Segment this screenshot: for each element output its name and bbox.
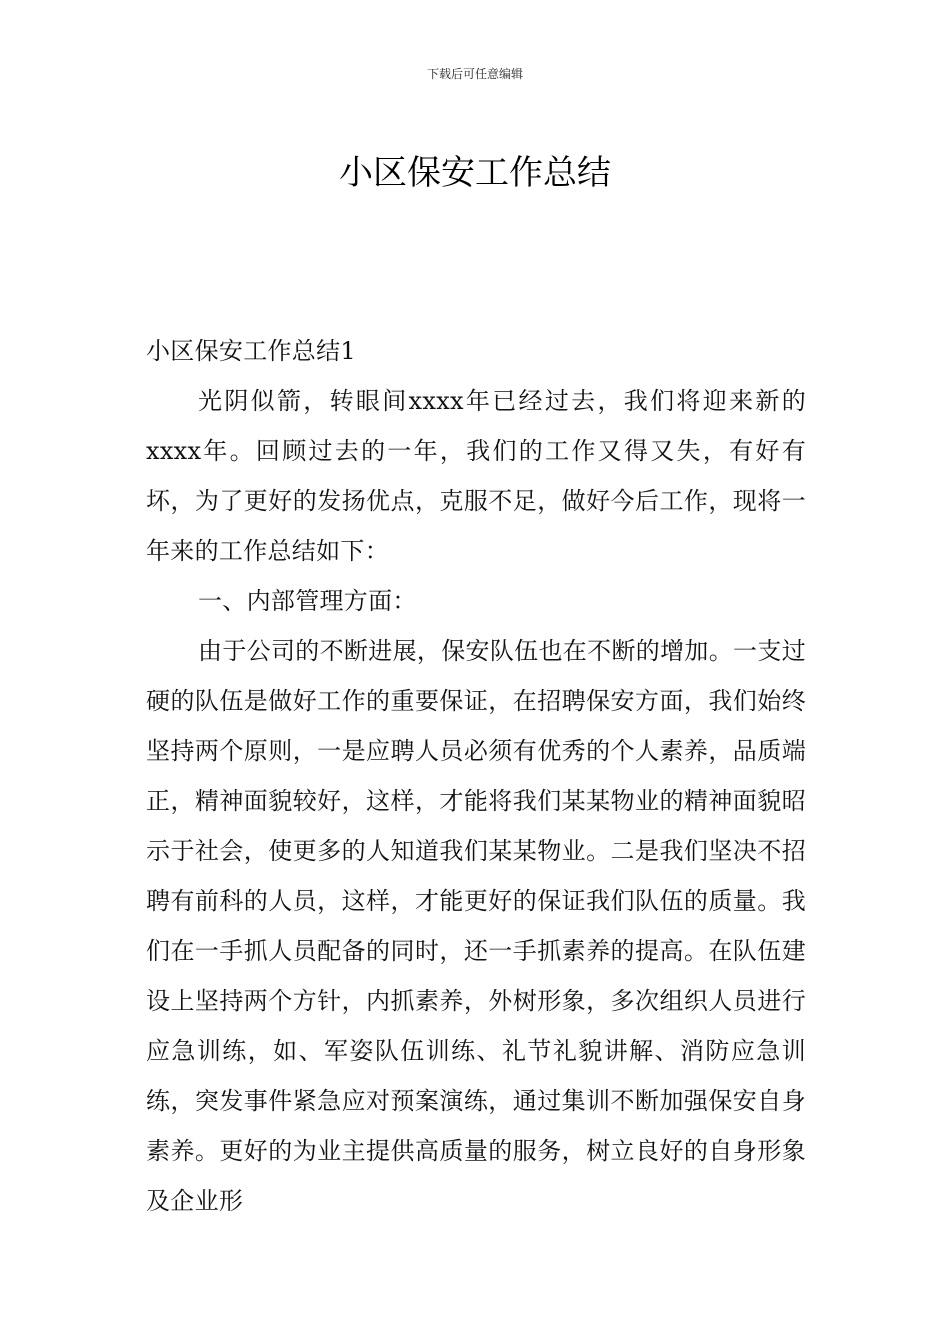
document-body (146, 326, 806, 1226)
paragraph-intro: 光阴似箭，转眼间xxxx年已经过去，我们将迎来新的xxxx年。回顾过去的一年，我们的工作又得又失，有好有坏，为了更好的发扬优点，克服不足，做好今后工作，现将一年来的工作总结如下： (146, 387, 806, 565)
paragraph-internal-management: 由于公司的不断进展，保安队伍也在不断的增加。一支过硬的队伍是做好工作的重要保证，在招聘保安方面，我们始终坚持两个原则，一是应聘人员必须有优秀的个人素养，品质端正，精神面貌较好，这样，才能将我们某某物业的精神面貌昭示于社会，使更多的人知道我们某某物业。二是我们坚决不招聘有前科的人员，这样，才能更好的保证我们队伍的质量。我们在一手抓人员配备的同时，还一手抓素养的提高。在队伍建设上坚持两个方针，内抓素养，外树形象，多次组织人员进行应急训练，如、军姿队伍训练、礼节礼貌讲解、消防应急训练，突发事件紧急应对预案演练，通过集训不断加强保安自身素养。更好的为业主提供高质量的服务，树立良好的自身形象及企业形 (146, 637, 806, 1215)
header-note: 下载后可任意编辑 (426, 67, 523, 81)
paragraph-heading-internal-management: 一、内部管理方面： (198, 587, 417, 615)
document-title: 小区保安工作总结 (339, 152, 611, 193)
section-title: 小区保安工作总结1 (146, 337, 356, 365)
